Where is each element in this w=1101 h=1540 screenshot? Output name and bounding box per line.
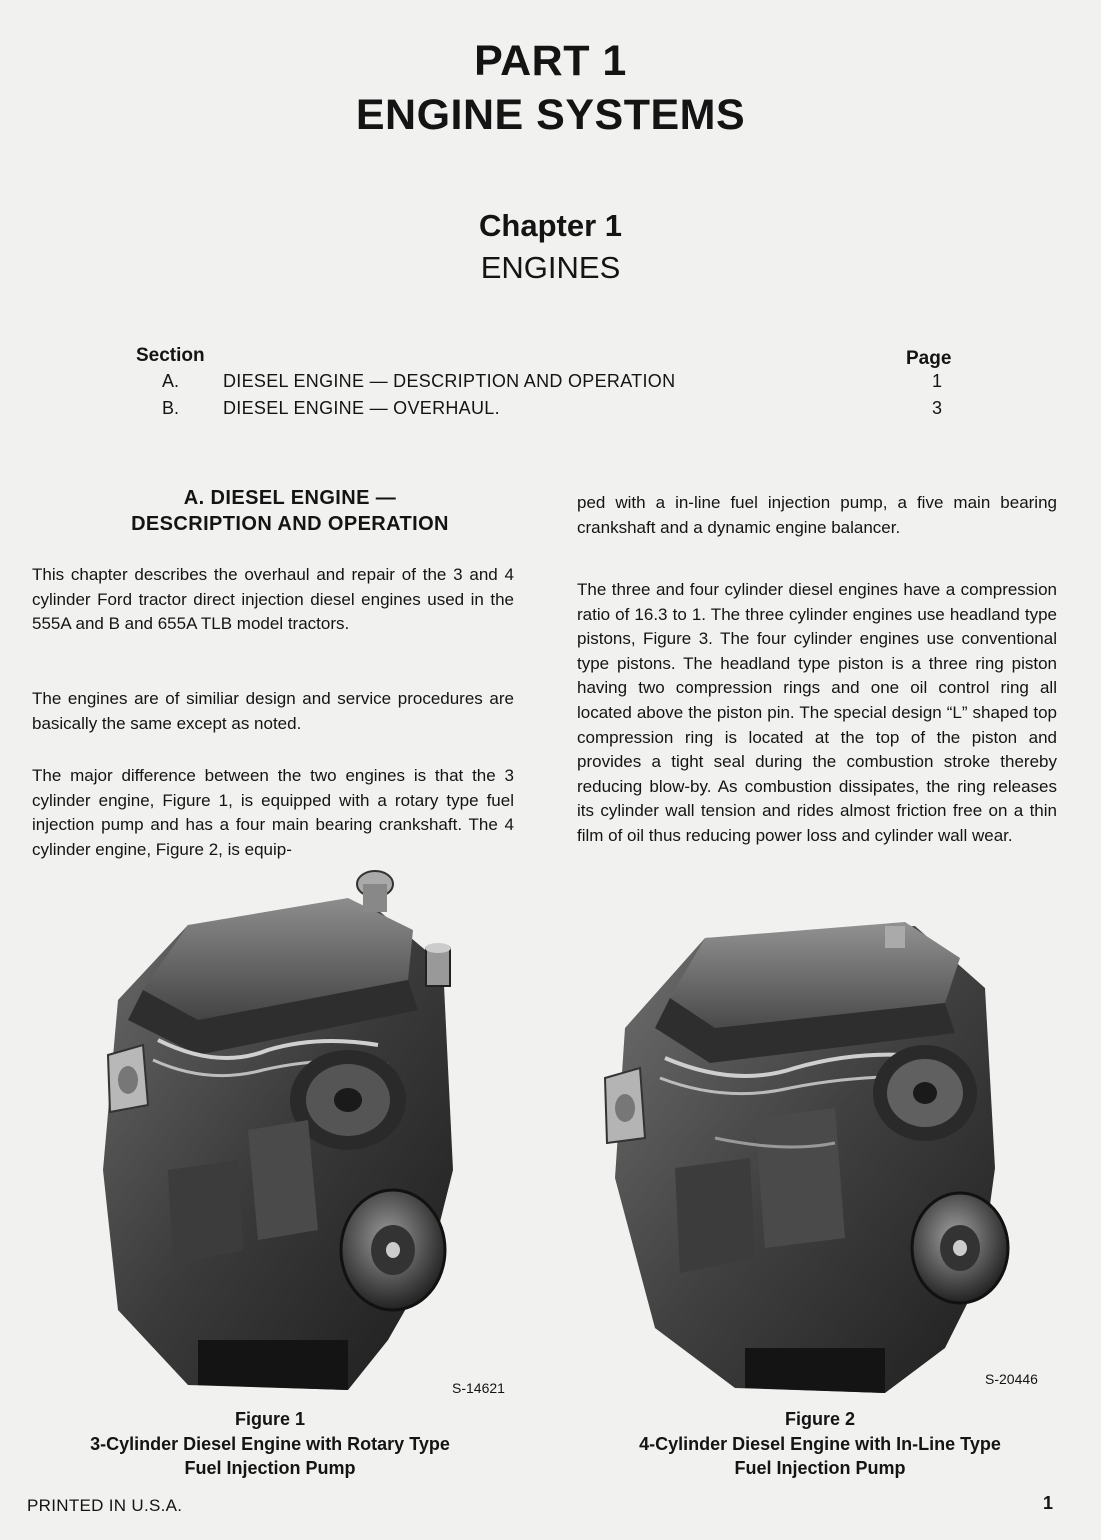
chapter-subtitle: ENGINES [480,250,621,285]
toc-row-title: DIESEL ENGINE — DESCRIPTION AND OPERATION [223,371,676,391]
body-paragraph: The engines are of similiar design and service procedures are basically the same except as noted. [32,689,514,733]
body-paragraph: The major difference between the two engines is that the 3 cylinder engine, Figure 1, is equipped with a rotary type fuel injection pump and has a four main bearing crankshaft. The 4 cylinder engine, Figure 2, is equip- [32,766,514,859]
figure-2-code: S-20446 [985,1371,1038,1387]
figure-1-caption-line1: 3-Cylinder Diesel Engine with Rotary Type [90,1433,450,1454]
figure-2-caption [590,1407,1050,1481]
toc-row-letter: A. [162,371,180,391]
toc-row-page: 1 [931,371,942,391]
chapter-title: Chapter 1 [479,208,622,243]
body-paragraph: The three and four cylinder diesel engines have a compression ratio of 16.3 to 1. The three cylinder engines use headland type pistons, Figure 3. The four cylinder engines use conventional type pistons. The headland type piston is a three ring piston having two compression rings and one oil control ring all located above the piston pin. The special design “L” shaped top compression ring is located at the top of the piston and provides a tight seal during the combustion stroke thereby reducing blow-by. As combustion dissipates, the ring releases its cylinder wall tension and rides almost friction free on a thin film of oil thus reducing power loss and cylinder wall wear. [577,580,1057,845]
figure-1-caption [40,1407,500,1481]
toc-row [0,398,1101,422]
toc-page-header: Page [906,348,952,369]
printed-in-footer: PRINTED IN U.S.A. [27,1496,183,1515]
figure-2-label: Figure 2 [784,1409,855,1429]
section-heading: A. DIESEL ENGINE — [183,487,397,509]
toc-row [0,371,1101,395]
figure-1-label: Figure 1 [234,1409,305,1429]
figure-1-engine-photo [48,870,518,1400]
figure-1-caption-line2: Fuel Injection Pump [184,1458,356,1478]
toc-section-header: Section [136,345,205,366]
body-paragraph: ped with a in-line fuel injection pump, a five main bearing crankshaft and a dynamic engine balancer. [577,493,1057,537]
figure-2-engine-photo [585,918,1065,1398]
figure-1-code: S-14621 [452,1380,505,1396]
section-heading-continued: DESCRIPTION AND OPERATION [131,513,449,535]
toc-row-page: 3 [931,398,942,418]
toc-row-title: DIESEL ENGINE — OVERHAUL. [223,398,500,418]
toc-row-letter: B. [162,398,180,418]
figure-2-caption-line1: 4-Cylinder Diesel Engine with In-Line Type [639,1433,1001,1454]
body-paragraph: This chapter describes the overhaul and repair of the 3 and 4 cylinder Ford tractor direct injection diesel engines used in the 555A and B and 655A TLB model tractors. [32,565,514,634]
page-number: 1 [1043,1493,1054,1513]
part-subtitle: ENGINE SYSTEMS [355,91,746,139]
figure-2-caption-line2: Fuel Injection Pump [734,1458,906,1478]
part-title: PART 1 [474,37,627,85]
